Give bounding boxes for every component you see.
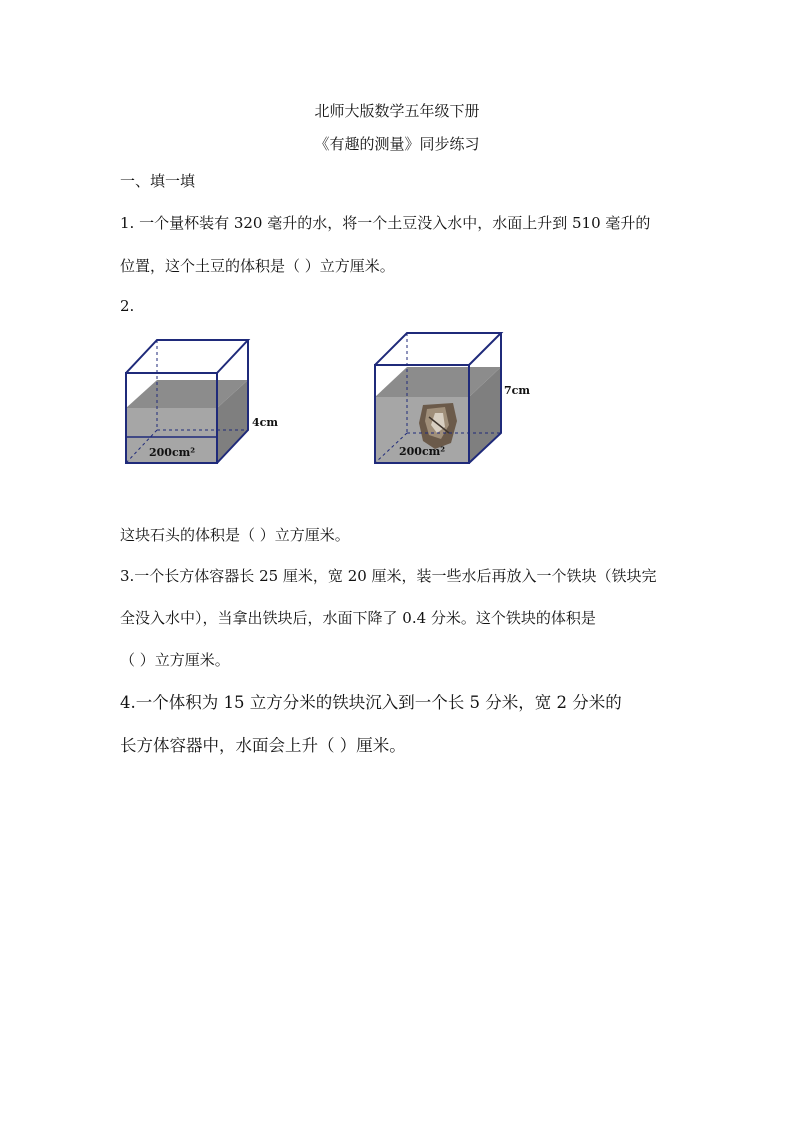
worksheet-subtitle: 《有趣的测量》同步练习	[314, 135, 480, 153]
question-1-line-2: 位置，这个土豆的体积是（ ）立方厘米。	[120, 257, 395, 275]
question-3-line-3: （ ）立方厘米。	[120, 651, 230, 669]
question-3-line-1: 3.一个长方体容器长 25 厘米，宽 20 厘米，装一些水后再放入一个铁块（铁块完	[120, 567, 657, 585]
base-area-label: 200cm²	[399, 445, 446, 458]
question-4-line-1: 4.一个体积为 15 立方分米的铁块沉入到一个长 5 分米，宽 2 分米的	[120, 693, 622, 712]
question-2-answer: 这块石头的体积是（ ）立方厘米。	[120, 526, 350, 544]
cube-figure-before	[115, 330, 305, 475]
cube-figure-after	[365, 325, 565, 475]
question-3-line-2: 全没入水中），当拿出铁块后，水面下降了 0.4 分米。这个铁块的体积是	[120, 609, 596, 627]
base-area-label: 200cm²	[149, 446, 196, 459]
worksheet-title: 北师大版数学五年级下册	[314, 102, 480, 120]
section-heading: 一、填一填	[120, 172, 196, 190]
water-height-label: 4cm	[252, 416, 278, 429]
question-4-line-2: 长方体容器中，水面会上升（ ）厘米。	[120, 736, 406, 755]
question-2-number: 2.	[120, 297, 135, 315]
question-1-line-1: 1. 一个量杯装有 320 毫升的水，将一个土豆没入水中，水面上升到 510 毫升的	[120, 214, 651, 232]
water-height-label: 7cm	[504, 384, 530, 397]
